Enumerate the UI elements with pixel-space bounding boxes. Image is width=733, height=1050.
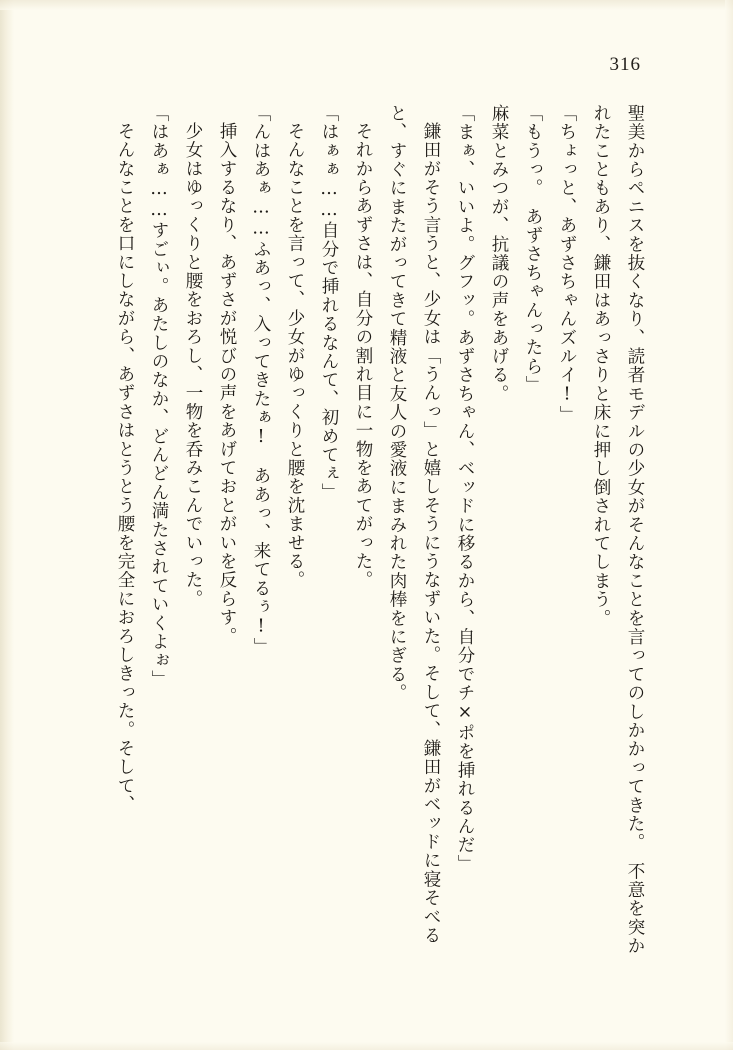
paragraph: それからあずさは、自分の割れ目に一物をあてがった。 (353, 121, 373, 589)
page-number: 316 (609, 54, 641, 75)
paragraph: そんなことを口にしながら、あずさはとうとう腰を完全におろしきった。そして、 (115, 121, 135, 814)
paragraph: 「まぁ、いいよ。グフッ。あずさちゃん、ベッドに移るから、自分でチ×ポを挿れるんだ」 (455, 104, 475, 874)
paragraph: 鎌田がそう言うと、少女は「うんっ」と嬉しそうにうなずいた。そして、鎌田がベッドに寝そべると、すぐにまたがってきて精液と友人の愛液にまみれた肉棒をにぎる。 (387, 104, 441, 945)
paragraph: 「はあぁ……すごぃ。あたしのなか、どんどん満たされていくよぉ」 (149, 104, 169, 689)
paragraph: 少女はゆっくりと腰をおろし、一物を呑みこんでいった。 (183, 121, 203, 608)
paragraph: そんなことを言って、少女がゆっくりと腰を沈ませる。 (285, 121, 305, 589)
paragraph: 「もうっ。 あずさちゃんったら」 (523, 104, 543, 395)
paragraph: 「んはあぁ……ふあっ、入ってきたぁ! ああっ、来てるぅ!」 (251, 104, 271, 657)
paper-edge-left (0, 0, 14, 1050)
paragraph: 「はぁぁ……自分で挿れるなんて、初めてぇ」 (319, 104, 339, 502)
paragraph: 麻菜とみつが、抗議の声をあげる。 (489, 104, 509, 404)
paper-edge-bottom (0, 1042, 733, 1050)
paper-edge-top (0, 0, 733, 10)
paragraph: 「ちょっと、あずさちゃんズルイ!」 (557, 104, 577, 425)
paragraph: 聖美からペニスを抜くなり、読者モデルの少女がそんなことを言ってのしかかってきた。 不意を突かれたこともあり、鎌田はあっさりと床に押し倒されてしまう。 (591, 104, 645, 956)
body-text-block (96, 104, 652, 964)
paper-edge-right (725, 0, 733, 1050)
paragraph: 挿入するなり、あずさが悦びの声をあげておとがいを反らす。 (217, 121, 237, 646)
